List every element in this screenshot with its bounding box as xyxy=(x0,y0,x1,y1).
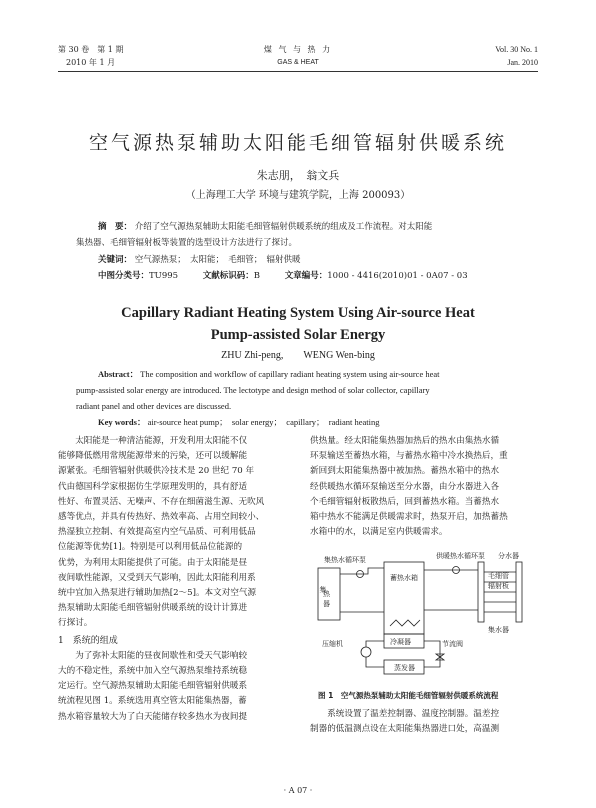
text-line: 夜间歇性能源，又受到天气影响，因此太阳能利用系 xyxy=(58,572,256,583)
abstract-en-line2: pump-assisted solar energy are introduced. The lectotype and design method of solar collector, capillary xyxy=(76,385,430,395)
keywords-cn-text: 空气源热泵； 太阳能； 毛细管； 辐射供暖 xyxy=(134,255,301,265)
figure-1-caption: 图 1 空气源热泵辅助太阳能毛细管辐射供暖系统流程 xyxy=(318,691,499,700)
text-line: 定运行。空气源热泵辅助太阳能毛细管辐射供暖系 xyxy=(58,681,248,692)
keywords-en-label: Key words： xyxy=(98,417,146,427)
text-line: 箱中热水不能满足供暖需求时，热泵开启，加热蓄热 xyxy=(310,512,508,523)
text-line: 源紧张。毛细管辐射供暖供冷技术是 20 世纪 70 年 xyxy=(58,466,255,477)
text-line: 能够降低燃用常规能源带来的污染，还可以缓解能 xyxy=(58,451,248,462)
text-line: 感等优点，并具有传热好、热效率高、占用空间较小、 xyxy=(58,512,265,523)
label-heating-pump: 供暖热水循环泵 xyxy=(436,552,485,560)
header-rule xyxy=(58,71,538,72)
doc-code-value: B xyxy=(253,271,261,281)
label-collector-3: 器 xyxy=(323,600,330,608)
label-throttle: 节流阀 xyxy=(442,640,463,648)
label-compressor: 压缩机 xyxy=(322,640,343,648)
text-line: 新回到太阳能集热器中被加热。蓄热水箱中的热水 xyxy=(310,466,500,477)
text-line: 大的不稳定性，系统中加入空气源热泵维持系统稳 xyxy=(58,666,248,677)
keywords-cn-label: 关键词： xyxy=(98,255,133,265)
authors-en: ZHU Zhi-peng, WENG Wen-bing xyxy=(221,350,375,361)
abstract-en-line1: The composition and workflow of capillary radiant heating system using air-source heat xyxy=(140,369,440,379)
abstract-cn-line1: 介绍了空气源热泵辅助太阳能毛细管辐射供暖系统的组成及工作流程。对太阳能 xyxy=(134,222,433,232)
text-line: 环泵输送至蓄热水箱，与蓄热水箱中冷水换热后，重 xyxy=(310,451,508,462)
label-capillary-1: 毛细管 xyxy=(488,572,509,580)
text-line: 供热量。经太阳能集热器加热后的热水由集热水循 xyxy=(310,436,500,446)
clc-value: TU995 xyxy=(149,271,179,281)
text-line: 为了弥补太阳能的昼夜间歇性和受天气影响较 xyxy=(58,650,248,661)
keywords-en xyxy=(98,415,538,430)
header-volume-en: Vol. 30 No. 1 xyxy=(495,45,538,54)
text-line: 热水箱容量较大为了白天能储存较多热水为夜间提 xyxy=(58,711,248,722)
title-en-line2: Pump-assisted Solar Energy xyxy=(210,327,386,343)
figure-1-diagram xyxy=(310,548,540,684)
affiliation-cn: （上海理工大学 环境与建筑学院，上海 200093） xyxy=(185,190,411,201)
text-line: 太阳能是一种清洁能源，开发利用太阳能不仅 xyxy=(58,436,248,446)
text-line: 行探讨。 xyxy=(58,618,93,629)
text-line: 经供暖热水循环泵输送至分水器，由分水器进入各 xyxy=(310,481,500,492)
keywords-cn xyxy=(98,253,300,268)
label-evaporator: 蒸发器 xyxy=(394,664,415,672)
label-distributor: 分水器 xyxy=(498,552,519,560)
abstract-cn xyxy=(98,220,538,235)
label-collector-pump: 集热水循环泵 xyxy=(324,556,366,564)
keywords-en-text: air-source heat pump； solar energy； capillary； radiant heating xyxy=(147,417,380,427)
label-collector-1: 集 xyxy=(319,586,327,593)
doc-code-label: 文献标识码： xyxy=(202,271,254,281)
authors-cn: 朱志朋， 翁文兵 xyxy=(256,169,340,182)
col1-paragraph1 xyxy=(58,434,290,725)
abstract-cn-line2: 集热器、毛细管辐射板等装置的选型设计方法进行了探讨。 xyxy=(76,238,298,248)
text-line: 统中宜加入热泵进行辅助加热[2～5]。本文对空气源 xyxy=(58,588,257,599)
article-no-label: 文章编号： xyxy=(284,271,328,281)
collector-header-box xyxy=(516,562,522,622)
abstract-en xyxy=(98,367,538,382)
col2-paragraph2 xyxy=(310,707,538,737)
label-storage-tank: 蓄热水箱 xyxy=(390,574,418,582)
title-en-line1: Capillary Radiant Heating System Using Air-source Heat xyxy=(121,305,475,321)
text-line: 优势，为利用太阳能提供了可能。由于太阳能是昼 xyxy=(58,557,248,568)
compressor-symbol xyxy=(361,647,371,657)
text-line: 系统设置了温差控制器、温度控制器。温差控 xyxy=(310,709,500,719)
storage-tank-box xyxy=(384,562,424,634)
text-line: 位能源等优势[1]。特别是可以利用低品位能源的 xyxy=(58,542,243,553)
abstract-en-line3: radiant panel and other devices are discussed. xyxy=(76,401,232,411)
text-line: 热泵辅助太阳能毛细管辐射供暖系统的设计计算进 xyxy=(58,603,248,614)
header-volume-cn: 第 30 卷 第 1 期 xyxy=(58,45,124,54)
label-collector-header: 集水器 xyxy=(488,626,509,634)
text-line: 制器的低温测点设在太阳能集热器进口处，高温测 xyxy=(310,724,500,735)
abstract-en-label: Abstract： xyxy=(98,369,139,379)
label-collector-2: 热 xyxy=(323,590,330,598)
header-date-en: Jan. 2010 xyxy=(507,58,538,67)
article-no-value: 1000 - 4416(2010)01 - 0A07 - 03 xyxy=(327,271,468,281)
distributor-box xyxy=(478,562,484,622)
abstract-cn-label: 摘 要： xyxy=(98,222,133,232)
page-title: 空气源热泵辅助太阳能毛细管辐射供暖系统 xyxy=(88,132,507,154)
tank-coil xyxy=(390,620,420,626)
header-date-cn: 2010 年 1 月 xyxy=(66,58,116,67)
text-line: 水箱中的水，以满足室内供暖需求。 xyxy=(310,527,448,538)
label-condenser: 冷凝器 xyxy=(390,638,411,646)
header-journal-cn: 煤 气 与 热 力 xyxy=(263,45,333,54)
col2-paragraph1 xyxy=(310,434,538,540)
section-heading-1: 1 系统的组成 xyxy=(58,635,118,646)
text-line: 个毛细管辐射板散热后，回到蓄热水箱。当蓄热水 xyxy=(310,496,500,507)
header-journal-en: GAS & HEAT xyxy=(277,59,319,66)
page-number: · A 07 · xyxy=(283,786,313,795)
text-line: 性好、布置灵活、无噪声、不存在细菌滋生源、无吹风 xyxy=(58,496,265,507)
text-line: 代由德国科学家根据仿生学原理发明的，具有舒适 xyxy=(58,481,248,492)
classification-line xyxy=(98,269,538,284)
label-capillary-2: 辐射板 xyxy=(488,582,509,590)
clc-label: 中图分类号： xyxy=(98,271,150,281)
text-line: 热湿独立控制、有效提高室内空气品质、可利用低品 xyxy=(58,527,256,538)
text-line: 统流程见图 1。系统选用真空管太阳能集热器，蓄 xyxy=(58,696,247,707)
